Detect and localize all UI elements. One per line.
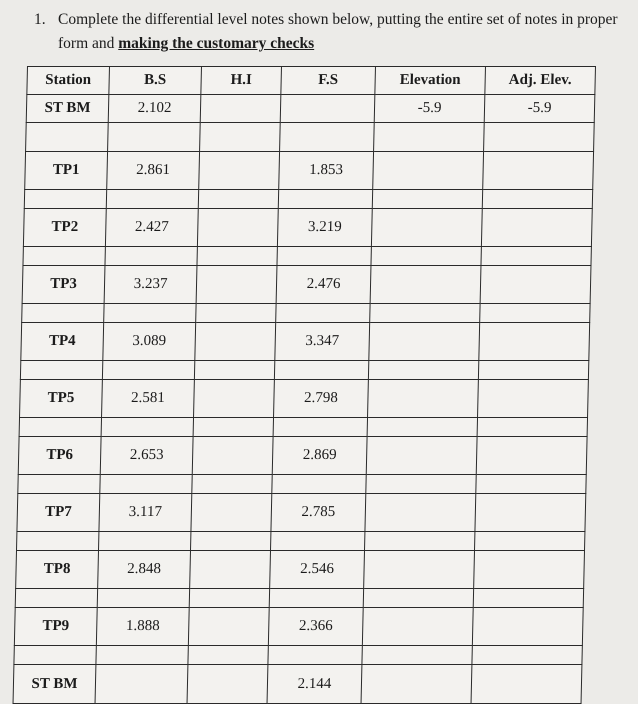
cell-blank xyxy=(269,589,363,608)
cell-bs: 2.102 xyxy=(108,95,201,123)
cell-hi xyxy=(195,323,276,361)
cell-fs: 2.785 xyxy=(271,494,366,532)
cell-hi xyxy=(187,665,268,704)
cell-blank xyxy=(108,123,201,152)
cell-blank xyxy=(276,304,370,323)
cell-blank xyxy=(102,361,194,380)
cell-blank xyxy=(371,247,481,266)
cell-blank xyxy=(189,589,269,608)
cell-hi xyxy=(197,209,278,247)
question-line-2-text: form and xyxy=(58,35,119,52)
cell-fs: 3.219 xyxy=(277,209,372,247)
cell-blank xyxy=(475,532,585,551)
header-hi: H.I xyxy=(201,67,282,95)
cell-blank xyxy=(362,646,472,665)
cell-station: TP9 xyxy=(14,608,97,646)
cell-elevation xyxy=(361,665,472,704)
header-fs: F.S xyxy=(281,67,376,95)
cell-station: TP2 xyxy=(23,209,106,247)
table-row-blank xyxy=(15,589,583,608)
cell-blank xyxy=(14,646,96,665)
cell-hi xyxy=(192,437,273,475)
table-row xyxy=(23,209,592,247)
cell-hi xyxy=(199,152,280,190)
header-elevation: Elevation xyxy=(375,67,486,95)
cell-adj-elev xyxy=(475,494,586,532)
cell-blank xyxy=(365,532,475,551)
cell-blank xyxy=(368,361,478,380)
cell-blank xyxy=(20,361,102,380)
cell-fs: 2.366 xyxy=(268,608,363,646)
cell-bs: 2.653 xyxy=(100,437,193,475)
cell-blank xyxy=(192,475,272,494)
table-row-blank xyxy=(18,475,586,494)
cell-elevation: -5.9 xyxy=(374,95,485,123)
cell-bs: 3.089 xyxy=(103,323,196,361)
cell-blank xyxy=(188,646,268,665)
cell-blank xyxy=(193,418,273,437)
cell-blank xyxy=(22,304,104,323)
cell-adj-elev xyxy=(483,152,594,190)
cell-blank xyxy=(18,475,100,494)
cell-adj-elev xyxy=(481,209,592,247)
table-row-blank xyxy=(22,304,590,323)
cell-fs: 2.476 xyxy=(276,266,371,304)
cell-blank xyxy=(481,247,591,266)
cell-fs: 1.853 xyxy=(279,152,374,190)
question-emphasis: making the customary checks xyxy=(118,35,315,52)
cell-bs: 3.117 xyxy=(99,494,192,532)
cell-elevation xyxy=(362,608,473,646)
table-row-blank xyxy=(17,532,585,551)
cell-blank xyxy=(478,361,588,380)
question-number: 1. xyxy=(34,11,46,28)
cell-station: TP1 xyxy=(25,152,108,190)
cell-blank xyxy=(105,247,197,266)
cell-bs: 2.861 xyxy=(107,152,200,190)
cell-elevation xyxy=(365,494,476,532)
table-row xyxy=(21,323,590,361)
cell-blank xyxy=(273,418,367,437)
level-notes-sheet xyxy=(13,66,595,692)
cell-blank xyxy=(200,123,281,152)
cell-blank xyxy=(104,304,196,323)
cell-blank xyxy=(484,123,595,152)
cell-blank xyxy=(280,123,375,152)
table-row xyxy=(16,551,585,589)
cell-blank xyxy=(271,532,365,551)
cell-hi xyxy=(190,551,271,589)
cell-station: ST BM xyxy=(13,665,96,704)
cell-blank xyxy=(106,190,198,209)
table-row-blank xyxy=(26,123,595,152)
cell-blank xyxy=(197,247,277,266)
table-row xyxy=(26,95,595,123)
cell-blank xyxy=(370,304,480,323)
cell-adj-elev xyxy=(472,608,583,646)
cell-blank xyxy=(482,190,592,209)
table-body xyxy=(13,67,595,704)
cell-blank xyxy=(26,123,109,152)
header-bs: B.S xyxy=(109,67,202,95)
cell-hi xyxy=(194,380,275,418)
cell-blank xyxy=(372,190,482,209)
question-line-1: Complete the differential level notes shown below, putting the entire set of notes in proper xyxy=(58,11,618,28)
cell-blank xyxy=(274,361,368,380)
cell-fs: 2.869 xyxy=(272,437,367,475)
cell-blank xyxy=(363,589,473,608)
cell-elevation xyxy=(366,437,477,475)
cell-blank xyxy=(17,532,99,551)
cell-adj-elev xyxy=(471,665,582,704)
cell-adj-elev xyxy=(476,437,587,475)
cell-blank xyxy=(196,304,276,323)
cell-station: TP3 xyxy=(22,266,105,304)
cell-hi xyxy=(188,608,269,646)
cell-blank xyxy=(100,475,192,494)
cell-bs: 2.581 xyxy=(102,380,195,418)
cell-blank xyxy=(473,589,583,608)
cell-blank xyxy=(96,646,188,665)
cell-fs: 2.144 xyxy=(267,665,362,704)
cell-station: TP5 xyxy=(20,380,103,418)
cell-blank xyxy=(19,418,101,437)
table-header-row xyxy=(27,67,596,95)
question-line-2 xyxy=(58,32,314,56)
cell-elevation xyxy=(370,266,481,304)
cell-blank xyxy=(472,646,582,665)
cell-adj-elev xyxy=(478,380,589,418)
table-row-blank xyxy=(19,418,587,437)
cell-station: TP8 xyxy=(16,551,99,589)
cell-hi xyxy=(200,95,281,123)
cell-blank xyxy=(278,190,372,209)
table-row xyxy=(22,266,591,304)
cell-station: TP4 xyxy=(21,323,104,361)
cell-elevation xyxy=(368,380,479,418)
table-row-blank xyxy=(23,247,591,266)
table-row xyxy=(14,608,583,646)
table-row xyxy=(20,380,589,418)
cell-blank xyxy=(476,475,586,494)
cell-station: ST BM xyxy=(26,95,109,123)
table-row xyxy=(17,494,586,532)
cell-blank xyxy=(23,247,105,266)
cell-elevation xyxy=(369,323,480,361)
cell-adj-elev xyxy=(480,266,591,304)
cell-adj-elev: -5.9 xyxy=(484,95,595,123)
cell-blank xyxy=(272,475,366,494)
cell-blank xyxy=(374,123,485,152)
cell-blank xyxy=(268,646,362,665)
header-station: Station xyxy=(27,67,110,95)
cell-bs: 1.888 xyxy=(96,608,189,646)
cell-hi xyxy=(196,266,277,304)
header-adj-elev: Adj. Elev. xyxy=(485,67,596,95)
cell-station: TP7 xyxy=(17,494,100,532)
cell-elevation xyxy=(373,152,484,190)
table-row-blank xyxy=(20,361,588,380)
cell-fs xyxy=(280,95,375,123)
cell-adj-elev xyxy=(474,551,585,589)
cell-adj-elev xyxy=(479,323,590,361)
cell-blank xyxy=(366,475,476,494)
cell-blank xyxy=(477,418,587,437)
cell-bs: 2.848 xyxy=(98,551,191,589)
level-notes-table xyxy=(13,66,596,704)
cell-blank xyxy=(101,418,193,437)
cell-blank xyxy=(191,532,271,551)
cell-fs: 3.347 xyxy=(275,323,370,361)
cell-fs: 2.798 xyxy=(274,380,369,418)
cell-blank xyxy=(194,361,274,380)
cell-blank xyxy=(198,190,278,209)
cell-station: TP6 xyxy=(18,437,101,475)
cell-blank xyxy=(367,418,477,437)
cell-fs: 2.546 xyxy=(270,551,365,589)
cell-blank xyxy=(99,532,191,551)
cell-blank xyxy=(24,190,106,209)
cell-blank xyxy=(277,247,371,266)
cell-blank xyxy=(480,304,590,323)
table-row xyxy=(25,152,594,190)
cell-bs: 2.427 xyxy=(105,209,198,247)
cell-bs: 3.237 xyxy=(104,266,197,304)
cell-elevation xyxy=(364,551,475,589)
cell-bs xyxy=(95,665,188,704)
table-row xyxy=(13,665,582,704)
table-row xyxy=(18,437,587,475)
table-row-blank xyxy=(24,190,592,209)
cell-blank xyxy=(97,589,189,608)
cell-elevation xyxy=(371,209,482,247)
cell-hi xyxy=(191,494,272,532)
table-row-blank xyxy=(14,646,582,665)
cell-blank xyxy=(15,589,97,608)
